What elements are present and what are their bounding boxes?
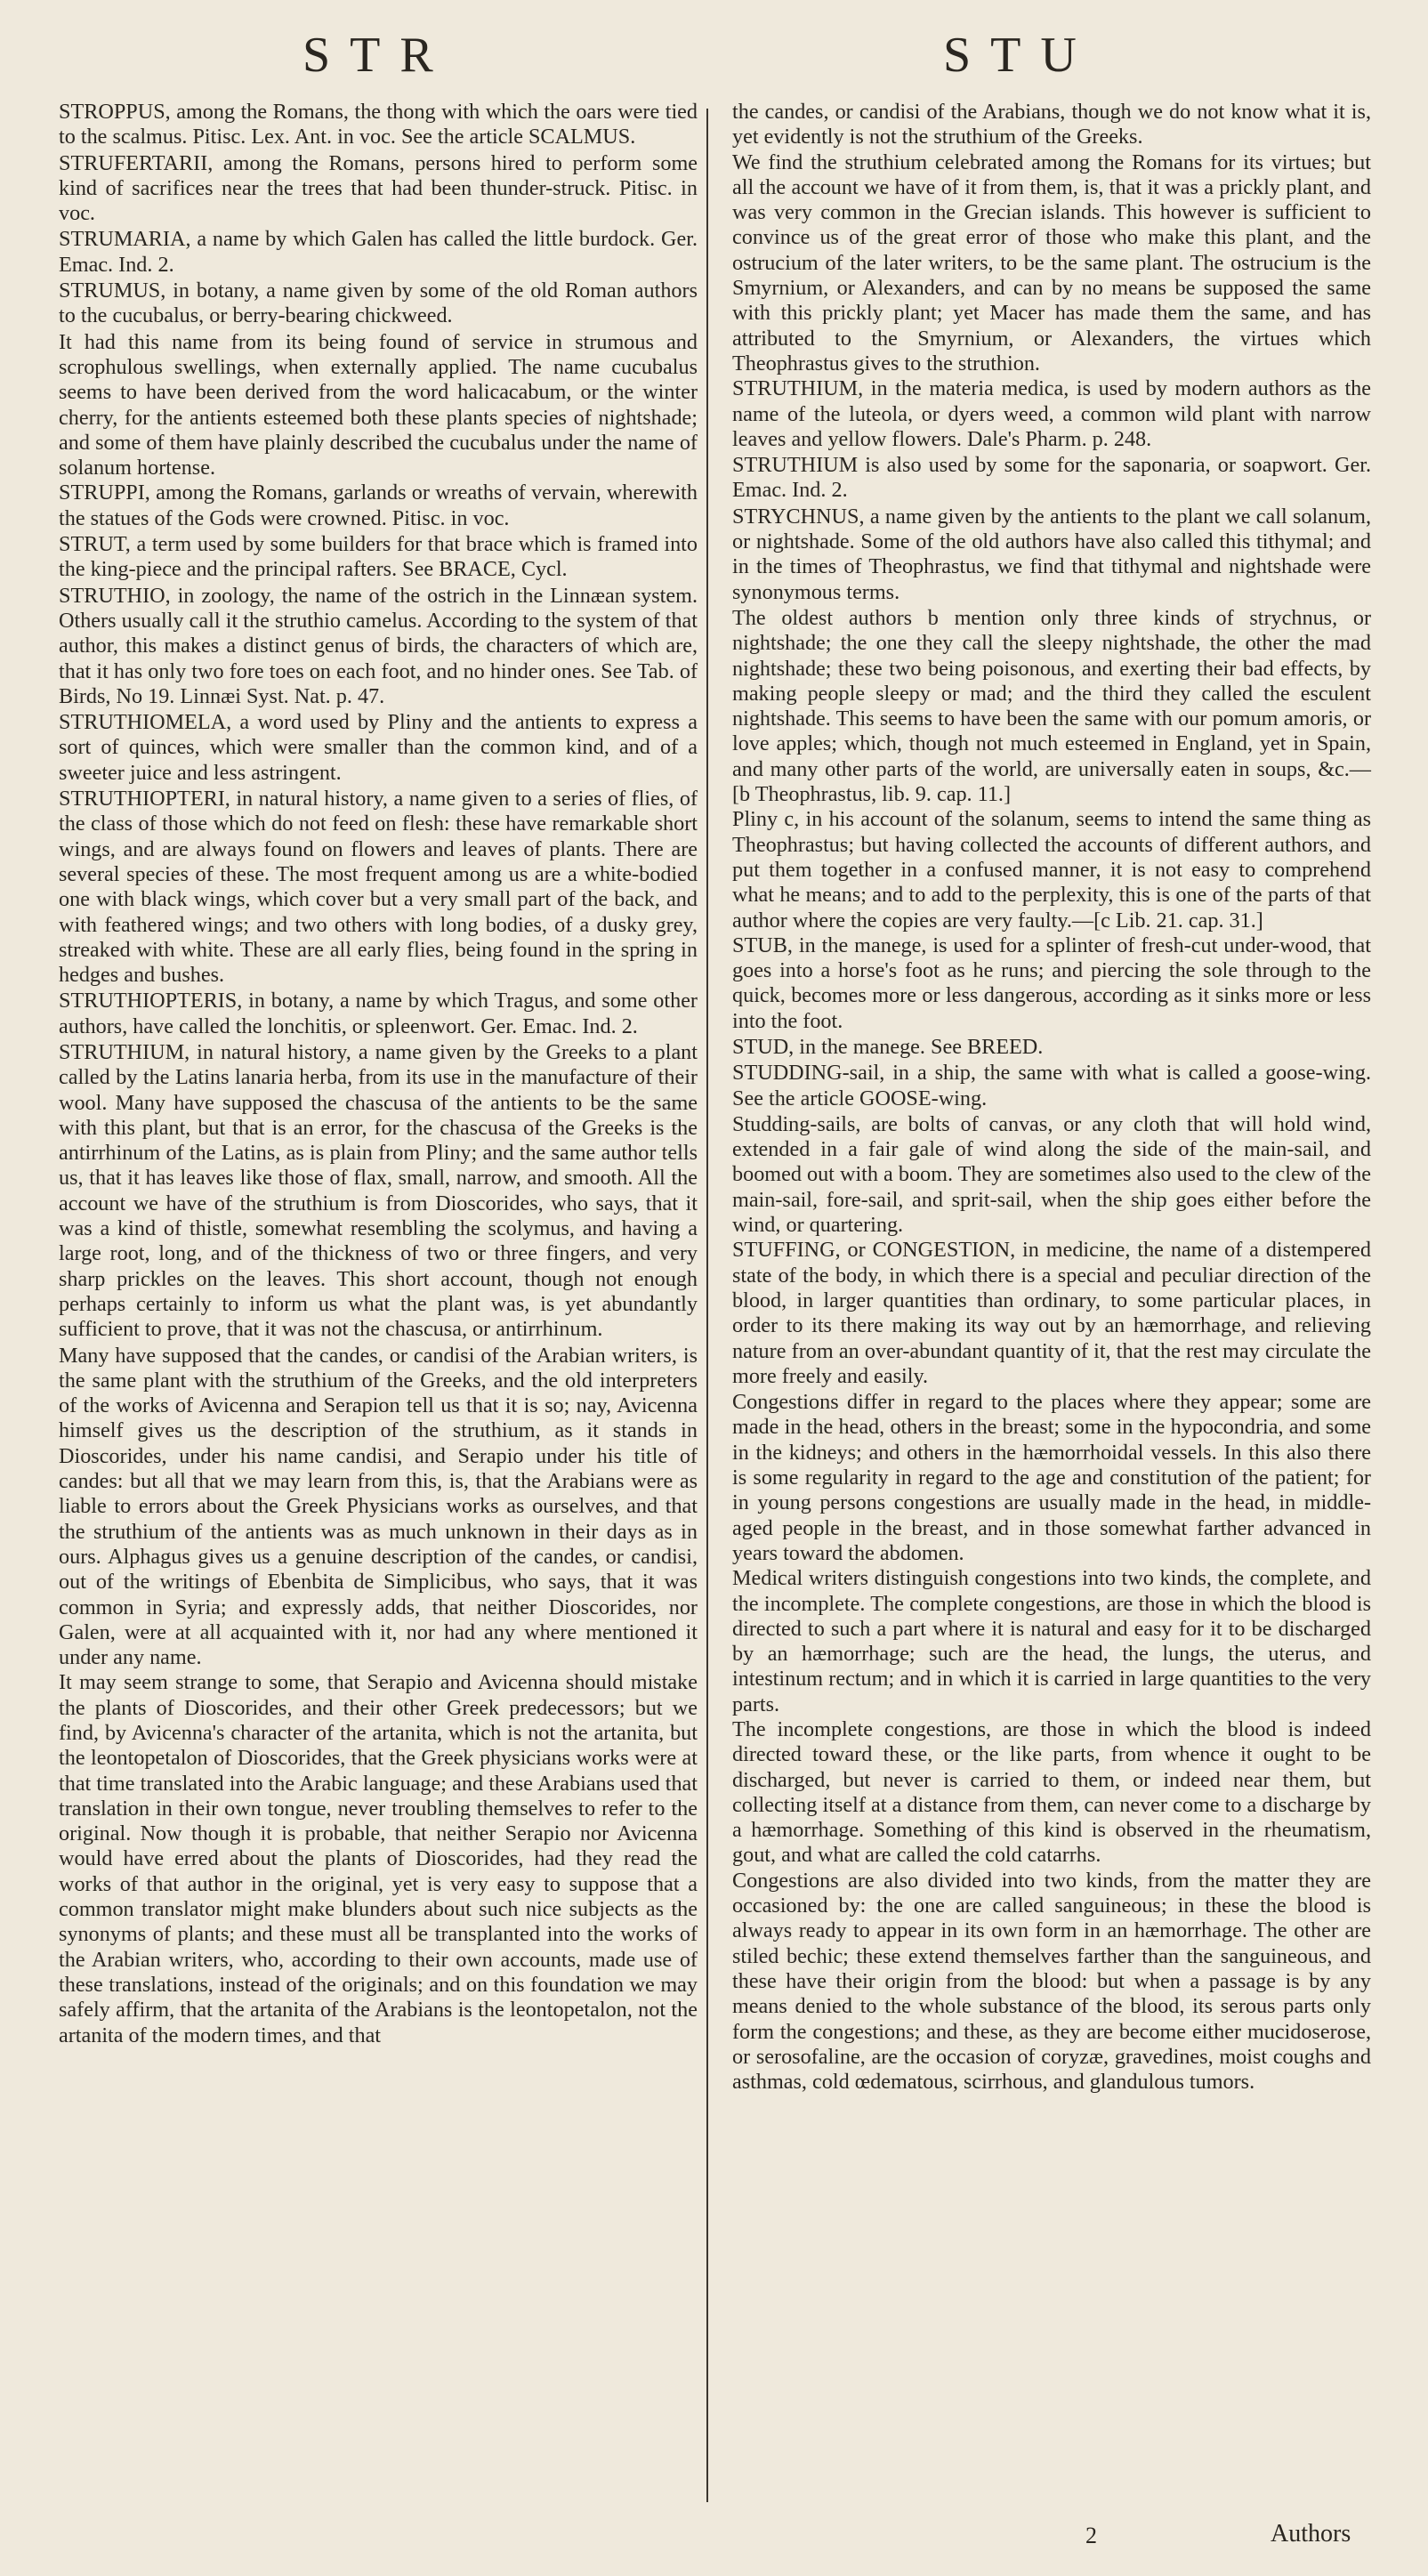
dictionary-entry: STUD, in the manege. See BREED. [732,1034,1044,1059]
left-column [59,100,698,2048]
dictionary-entry: STRUTHIOPTERI, in natural history, a name given to a series of flies, of the class of those which do not feed on flesh: these have remarkable short wings, and are always found on flowers and leaves of plants. There are several species of these. The most frequent among us are a white-bodied one with black wings, which cover but a very small part of the back, and with feathered wings; and two others with long bodies, of a dusky grey, streaked with white. These are all early flies, being found in the spring in hedges and bushes. [59,787,698,988]
dictionary-entry: STRUPPI, among the Romans, garlands or wreaths of vervain, wherewith the statues of the Gods were crowned. Pitisc. in voc. [59,480,698,530]
entry-paragraph: The incomplete congestions, are those in which the blood is indeed directed toward these, or the like parts, from whence it ought to be discharged, but never is carried to them, or indeed near them, but collecting itself at a distance from them, can never come to a discharge by a hæmorrhage. Something of this kind is observed in the rheumatism, gout, and what are called the cold catarrhs. [732,1717,1371,1868]
dictionary-entry: STUB, in the manege, is used for a splinter of fresh-cut under-wood, that goes into a horse's foot as he runs; and piercing the sole through to the quick, becomes more or less dangerous, according as it sinks more or less into the foot. [732,933,1371,1033]
dictionary-entry: STRUTHIUM, in the materia medica, is used by modern authors as the name of the luteola, or dyers weed, a common wild plant with narrow leaves and yellow flowers. Dale's Pharm. p. 248. [732,376,1371,451]
dictionary-entry: STRUMARIA, a name by which Galen has called the little burdock. Ger. Emac. Ind. 2. [59,227,698,277]
dictionary-entry: STRYCHNUS, a name given by the antients to the plant we call solanum, or nightshade. Some of the old authors have also called this tithymal; and in the times of Theophrastus, we find that tithymal and nightshade were synonymous terms. [732,504,1371,604]
dictionary-entry: STUDDING-sail, in a ship, the same with what is called a goose-wing. See the article GOOSE-wing. [732,1061,1371,1110]
running-head-left: STR [303,28,453,83]
signature-mark: 2 [1085,2523,1097,2548]
dictionary-entry: STRUFERTARII, among the Romans, persons hired to perform some kind of sacrifices near the trees that had been thunder-struck. Pitisc. in voc. [59,150,698,226]
dictionary-entry: STRUT, a term used by some builders for that brace which is framed into the king-piece and the principal rafters. See BRACE, Cycl. [59,532,698,582]
dictionary-entry: STRUMUS, in botany, a name given by some of the old Roman authors to the cucubalus, or berry-bearing chickweed. [59,279,698,328]
dictionary-entry: STRUTHIOMELA, a word used by Pliny and the antients to express a sort of quinces, which were smaller than the common kind, and of a sweeter juice and less astringent. [59,710,698,785]
entry-paragraph: We find the struthium celebrated among the Romans for its virtues; but all the account we have of it from them, is, that it was a prickly plant, and was very common in the Grecian islands. This however is sufficient to convince us of the great error of those who make this plant, and the ostrucium of the later writers, to be the same plant. The ostrucium is the Smyrnium, or Alexanders, and can by no means be supposed the same with this prickly plant; yet Macer has made them the same, and has attributed to the Smyrnium, or Alexanders, the virtues which Theophrastus gives to the struthion. [732,149,1371,375]
entry-paragraph: Congestions differ in regard to the places where they appear; some are made in the head, others in the breast; some in the hypocondria, and some in the kidneys; and others in the hæmorrhoidal vessels. In this also there is some regularity in regard to the age and constitution of the patient; for in young persons congestions are usually made in the head, in middle-aged people in the breast, and in those somewhat farther advanced in years toward the abdomen. [732,1390,1371,1565]
dictionary-entry: STRUTHIOPTERIS, in botany, a name by which Tragus, and some other authors, have called the lonchitis, or spleenwort. Ger. Emac. Ind. 2. [59,989,698,1038]
catchword: Authors [1271,2520,1351,2548]
entry-paragraph: Congestions are also divided into two kinds, from the matter they are occasioned by: the one are called sanguineous; in these the blood is always ready to appear in its own form in an hæmorrhage. The other are stiled bechic; these extend themselves farther than the sanguineous, and these have their origin from the blood: but when a passage is by any means denied to the whole substance of the blood, its serous parts only form the congestions; and these, as they are become either mucidoserose, or serosofaline, are the occasion of coryzæ, gravedines, moist coughs and asthmas, cold œdematous, scirrhous, and glandulous tumors. [732,1868,1371,2095]
dictionary-entry: STRUTHIUM, in natural history, a name given by the Greeks to a plant called by the Latins lanaria herba, from its use in the manufacture of their wool. Many have supposed the chascusa of the antients to be the same with this plant, but that is an error, for the chascusa of the Greeks is the antirrhinum of the Latins, as is plain from Pliny; and the same author tells us, that it has leaves like those of flax, small, narrow, and smooth. All the account we have of the struthium is from Dioscorides, who says, that it was a kind of thistle, somewhat resembling the scolymus, and having a large root, long, and of the thickness of two or three fingers, and very sharp prickles on the leaves. This short account, though not enough perhaps certainly to inform us what the plant was, is yet abundantly sufficient to prove, that it was not the chascusa, or antirrhinum. [59,1039,698,1342]
entry-paragraph: It had this name from its being found of service in strumous and scrophulous swellings, when externally applied. The name cucubalus seems to have been derived from the word halicacabum, or the winter cherry, for the antients esteemed both these plants species of nightshade; and some of them have plainly described the cucubalus under the name of solanum hortense. [59,329,698,480]
right-column [732,100,1371,2095]
column-divider [706,109,708,2502]
entry-paragraph: the candes, or candisi of the Arabians, though we do not know what it is, yet evidently is not the struthium of the Greeks. [732,100,1371,149]
dictionary-entry: STUFFING, or CONGESTION, in medicine, the name of a distempered state of the body, in which there is a special and peculiar direction of the blood, in larger quantities than ordinary, to some particular places, in order to its there making its way out by an hæmorrhage, and relieving nature from an over-abundant quantity of it, that the rest may circulate the more freely and easily. [732,1238,1371,1388]
entry-paragraph: The oldest authors b mention only three kinds of strychnus, or nightshade; the one they call the sleepy nightshade, the other the mad nightshade; these two being poisonous, and exerting their bad effects, by making people sleepy or mad; and the third they called the esculent nightshade. This seems to have been the same with our pomum amoris, or love apples; which, though not much esteemed in England, yet in Spain, and many other parts of the world, are universally eaten in soups, &c.—[b Theophrastus, lib. 9. cap. 11.] [732,605,1371,807]
running-head-right: STU [943,28,1096,83]
entry-paragraph: Many have supposed that the candes, or candisi of the Arabian writers, is the same plant with the struthium of the Greeks, and the old interpreters of the works of Avicenna and Serapion tell us that it is so; nay, Avicenna himself gives us the description of the struthium, as it stands in Dioscorides, under his name candisi, and Serapio under his title of candes: but all that we may learn from this, is, that the Arabians were as liable to errors about the Greek Physicians works as ourselves, and that the struthium of the antients was as much unknown in their days as in ours. Alphagus gives us a genuine description of the candes, or candisi, out of the writings of Ebenbita de Simplicibus, who says, that it was common in Syria; and expressly adds, that neither Dioscorides, nor Galen, were at all acquainted with it, nor had any where mentioned it under any name. [59,1343,698,1670]
dictionary-entry: STRUTHIUM is also used by some for the saponaria, or soapwort. Ger. Emac. Ind. 2. [732,453,1371,503]
dictionary-entry: STROPPUS, among the Romans, the thong with which the oars were tied to the scalmus. Pitisc. Lex. Ant. in voc. See the article SCALMUS. [59,100,698,149]
entry-paragraph: It may seem strange to some, that Serapio and Avicenna should mistake the plants of Dioscorides, and their other Greek predecessors; but we find, by Avicenna's character of the artanita, which is not the artanita, but the leontopetalon of Dioscorides, that the Greek physicians works were at that time translated into the Arabic language; and these Arabians used that translation in their own tongue, never troubling themselves to refer to the original. Now though it is probable, that neither Serapio nor Avicenna would have erred about the plants of Dioscorides, had they read the works of that author in the original, yet is very easy to suppose that a common translator might make blunders about such nice subjects as the synonyms of plants; and these must all be transplanted into the works of the Arabian writers, who, according to their own accounts, made use of these translations, instead of the originals; and on this foundation we may safely affirm, that the artanita of the Arabians is the leontopetalon, not the artanita of the modern times, and that [59,1670,698,2047]
entry-paragraph: Medical writers distinguish congestions into two kinds, the complete, and the incomplete. The complete congestions, are those in which the blood is directed to such a part where it is natural and easy for it to be discharged by an hæmorrhage; such are the head, the lungs, the uterus, and intestinum rectum; and in which it is carried in large quantities to the very parts. [732,1566,1371,1716]
entry-paragraph: Pliny c, in his account of the solanum, seems to intend the same thing as Theophrastus; but having collected the accounts of different authors, and put them together in a confused manner, it is not easy to comprehend what he means; and to add to the perplexity, this is one of the parts of that author where the copies are very faulty.—[c Lib. 21. cap. 31.] [732,807,1371,933]
dictionary-entry: STRUTHIO, in zoology, the name of the ostrich in the Linnæan system. Others usually call it the struthio camelus. According to the system of that author, this makes a distinct genus of birds, the characters of which are, that it has only two fore toes on each foot, and no hinder ones. See Tab. of Birds, No 19. Linnæi Syst. Nat. p. 47. [59,583,698,708]
entry-paragraph: Studding-sails, are bolts of canvas, or any cloth that will hold wind, extended in a fair gale of wind along the side of the main-sail, and boomed out with a boom. They are sometimes also used to the clew of the main-sail, fore-sail, and sprit-sail, when the ship goes either before the wind, or quartering. [732,1111,1371,1238]
